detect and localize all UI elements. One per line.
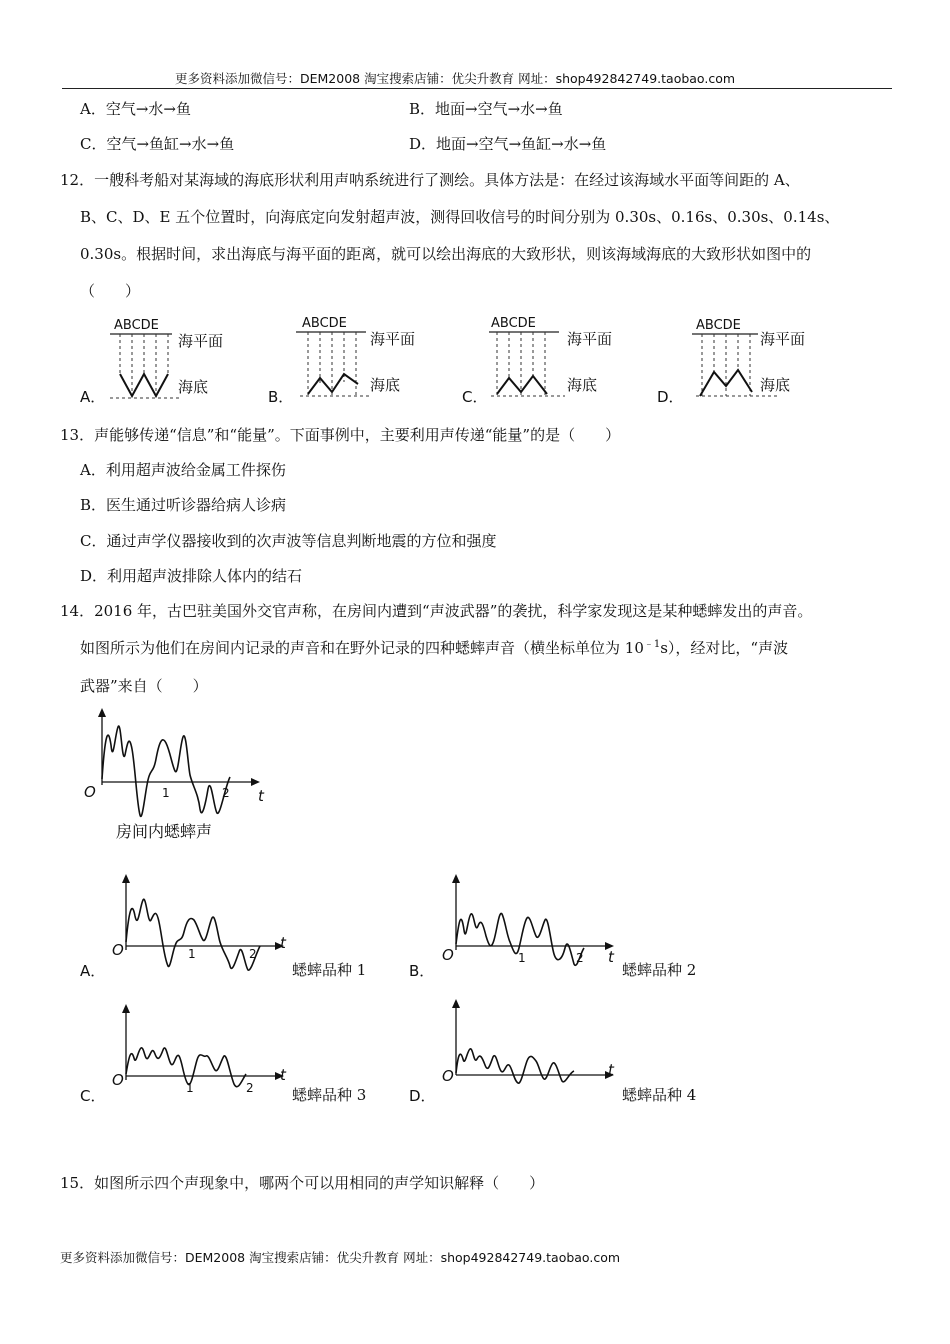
q15-stem: 15．如图所示四个声现象中，哪两个可以用相同的声学知识解释（ ）	[60, 1174, 545, 1192]
cricket-4-chart	[440, 995, 625, 1105]
points-label: ABCDE	[696, 318, 741, 333]
q12-line-4: （ ）	[80, 282, 141, 300]
sea-surface-label: 海平面	[178, 332, 224, 350]
q14-line-1: 14．2016 年，古巴驻美国外交官声称，在房间内遭到“声波武器”的袭扰，科学家发现这是某种蟋蟀发出的声音。	[60, 602, 813, 620]
axis-t: t	[280, 934, 286, 952]
q12-fig-a-label: A．	[80, 388, 106, 406]
room-caption: 房间内蟋蟀声	[116, 822, 213, 841]
sea-bottom-label: 海底	[760, 376, 791, 394]
tick-2: 2	[246, 1081, 254, 1095]
tick-1: 1	[518, 951, 526, 965]
cricket-3-chart	[108, 1000, 293, 1110]
q11-option-d: D．地面→空气→鱼缸→水→鱼	[409, 135, 607, 153]
page-footer: 更多资料添加微信号：DEM2008 淘宝搜索店铺：优尖升教育 网址：shop492842749.taobao.com	[60, 1250, 621, 1265]
axis-t: t	[258, 787, 264, 805]
q13-option-c: C．通过声学仪器接收到的次声波等信息判断地震的方位和强度	[80, 532, 497, 550]
tick-2: 2	[222, 786, 230, 800]
q11-option-a: A．空气→水→鱼	[80, 100, 191, 118]
q11-option-c: C．空气→鱼缸→水→鱼	[80, 135, 235, 153]
q12-line-3: 0.30s。根据时间，求出海底与海平面的距离，就可以绘出海底的大致形状，则该海域海底的大致形状如图中的	[80, 245, 812, 263]
page-header: 更多资料添加微信号：DEM2008 淘宝搜索店铺：优尖升教育 网址：shop492842749.taobao.com	[175, 71, 736, 86]
tick-1: 1	[186, 1081, 194, 1095]
q12-fig-d-label: D．	[657, 388, 684, 406]
cricket-4-label: 蟋蟀品种 4	[622, 1086, 697, 1104]
sea-bottom-label: 海底	[178, 378, 209, 396]
tick-1: 1	[162, 786, 170, 800]
points-label: ABCDE	[491, 316, 536, 331]
tick-2: 2	[576, 951, 584, 965]
points-label: ABCDE	[302, 316, 347, 331]
axis-origin: O	[112, 1071, 124, 1089]
q12-figure-b	[290, 312, 440, 402]
q14-option-d-label: D．	[409, 1087, 436, 1105]
room-sound-chart	[80, 705, 290, 845]
q12-fig-b-label: B．	[268, 388, 294, 406]
cricket-1-chart	[108, 870, 293, 980]
q14-line-3: 武器”来自（ ）	[80, 677, 208, 695]
axis-origin: O	[442, 1067, 454, 1085]
q13-option-a: A．利用超声波给金属工件探伤	[80, 461, 286, 479]
q14-option-b-label: B．	[409, 962, 435, 980]
tick-1: 1	[188, 947, 196, 961]
sea-bottom-label: 海底	[370, 376, 401, 394]
sea-surface-label: 海平面	[370, 330, 416, 348]
cricket-1-label: 蟋蟀品种 1	[292, 961, 367, 979]
q13-option-b: B．医生通过听诊器给病人诊病	[80, 496, 287, 514]
axis-t: t	[608, 948, 614, 966]
q14-option-c-label: C．	[80, 1087, 106, 1105]
q14-line-2: 如图所示为他们在房间内记录的声音和在野外记录的四种蟋蟀声音（横坐标单位为 $10^{﹣1}s$），经对比，“声波	[80, 639, 789, 657]
q11-option-b: B．地面→空气→水→鱼	[409, 100, 563, 118]
tick-2: 2	[249, 947, 257, 961]
header-rule	[62, 88, 892, 89]
cricket-2-chart	[440, 870, 625, 980]
axis-t: t	[608, 1061, 614, 1079]
cricket-3-label: 蟋蟀品种 3	[292, 1086, 367, 1104]
q12-line-1: 12．一艘科考船对某海域的海底形状利用声呐系统进行了测绘。具体方法是：在经过该海域水平面等间距的 A、	[60, 171, 800, 189]
q12-figure-d	[688, 314, 838, 404]
q12-fig-c-label: C．	[462, 388, 488, 406]
q14-option-a-label: A．	[80, 962, 106, 980]
sea-surface-label: 海平面	[760, 330, 806, 348]
q12-line-2: B、C、D、E 五个位置时，向海底定向发射超声波，测得回收信号的时间分别为 0.30s、0.16s、0.30s、0.14s、	[80, 208, 840, 226]
points-label: ABCDE	[114, 318, 159, 333]
sea-bottom-label: 海底	[567, 376, 598, 394]
q13-stem: 13．声能够传递“信息”和“能量”。下面事例中，主要利用声传递“能量”的是（ ）	[60, 426, 621, 444]
cricket-2-label: 蟋蟀品种 2	[622, 961, 697, 979]
axis-origin: O	[112, 941, 124, 959]
axis-origin: O	[84, 783, 96, 801]
axis-origin: O	[442, 946, 454, 964]
q12-figure-c	[485, 312, 635, 402]
q12-figure-a	[100, 314, 250, 404]
axis-t: t	[280, 1066, 286, 1084]
q13-option-d: D．利用超声波排除人体内的结石	[80, 567, 303, 585]
sea-surface-label: 海平面	[567, 330, 613, 348]
